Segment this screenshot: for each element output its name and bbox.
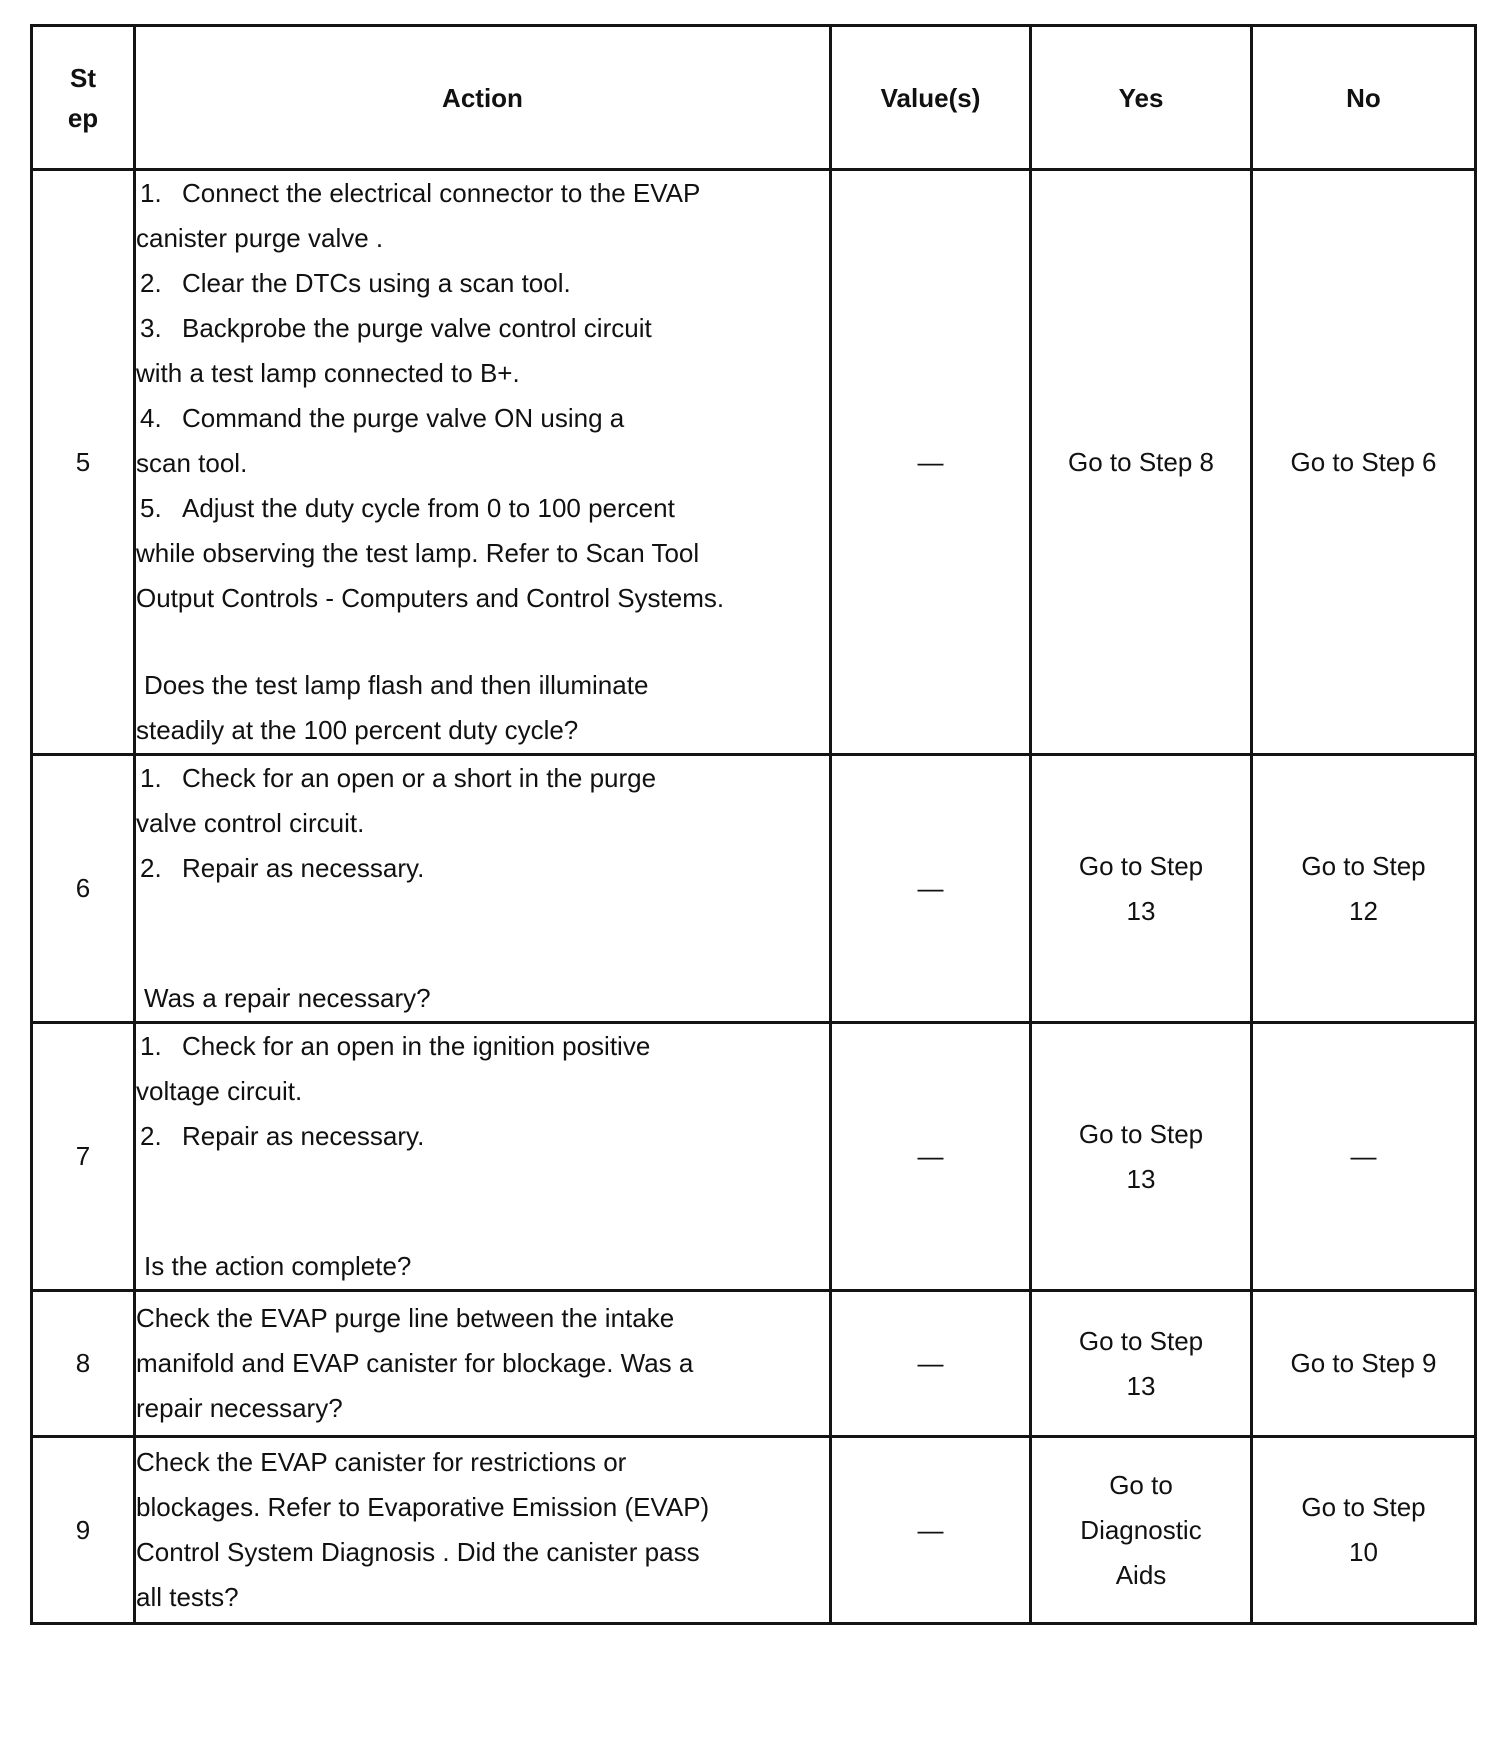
question-text: Was a repair necessary?	[144, 983, 431, 1013]
no-cell: —	[1252, 1023, 1476, 1291]
no-cell: Go to Step 10	[1252, 1437, 1476, 1624]
step-number: 7	[32, 1023, 135, 1291]
action-cell: Check the EVAP canister for restrictions or blockages. Refer to Evaporative Emission (EVAP) Control System Diagnosis . Did the canister pass all tests?	[135, 1437, 831, 1624]
question-text: Does the test lamp flash and then illuminate	[144, 670, 649, 700]
value-cell: —	[831, 170, 1031, 755]
action-cell: 1. Connect the electrical connector to the EVAP canister purge valve . 2. Clear the DTCs using a scan tool. 3. Backprobe the purge valve control circuit with a test lamp connected to B+. 4. Command the purge valve ON using a scan tool. 5. Adjust the duty cycle from 0 to 100 percent while observing the test lamp. Refer to Scan Tool Output Controls - Computers and Control Systems. Does the test lamp flash and then illuminate steadily at the 100 percent duty cycle?	[135, 170, 831, 755]
value-cell: —	[831, 1437, 1031, 1624]
no-cell: Go to Step 6	[1252, 170, 1476, 755]
table-row-step-7	[32, 1023, 1476, 1291]
table-row-step-5	[32, 170, 1476, 755]
question-text: Is the action complete?	[144, 1251, 412, 1281]
step-number: 9	[32, 1437, 135, 1624]
value-cell: —	[831, 1023, 1031, 1291]
step-number: 6	[32, 755, 135, 1023]
yes-cell: Go to Step 8	[1031, 170, 1252, 755]
table-row-step-6	[32, 755, 1476, 1023]
value-cell: —	[831, 1291, 1031, 1437]
step-number: 5	[32, 170, 135, 755]
action-cell: 1. Check for an open in the ignition positive voltage circuit. 2. Repair as necessary. Is the action complete?	[135, 1023, 831, 1291]
yes-cell: Go to Step 13	[1031, 1291, 1252, 1437]
header-row	[32, 26, 1476, 170]
action-cell: 1. Check for an open or a short in the purge valve control circuit. 2. Repair as necessary. Was a repair necessary?	[135, 755, 831, 1023]
yes-cell: Go to Diagnostic Aids	[1031, 1437, 1252, 1624]
value-cell: —	[831, 755, 1031, 1023]
yes-cell: Go to Step 13	[1031, 1023, 1252, 1291]
table-row-step-8	[32, 1291, 1476, 1437]
yes-cell: Go to Step 13	[1031, 755, 1252, 1023]
header-step: St ep	[32, 26, 135, 170]
table-row-step-9	[32, 1437, 1476, 1624]
action-cell: Check the EVAP purge line between the intake manifold and EVAP canister for blockage. Was a repair necessary?	[135, 1291, 831, 1437]
diagnostic-table	[30, 24, 1477, 1625]
header-values: Value(s)	[831, 26, 1031, 170]
header-action: Action	[135, 26, 831, 170]
header-no: No	[1252, 26, 1476, 170]
step-number: 8	[32, 1291, 135, 1437]
no-cell: Go to Step 9	[1252, 1291, 1476, 1437]
no-cell: Go to Step 12	[1252, 755, 1476, 1023]
header-yes: Yes	[1031, 26, 1252, 170]
